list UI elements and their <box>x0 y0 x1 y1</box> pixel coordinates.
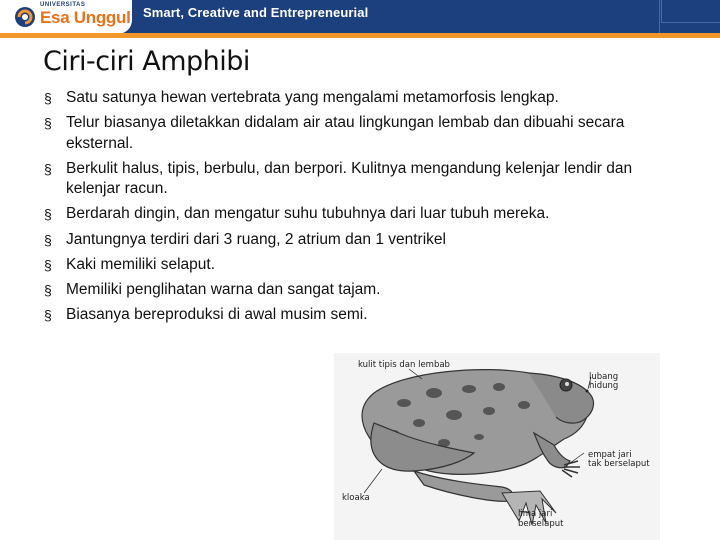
bullet-text: Kaki memiliki selaput. <box>66 255 216 273</box>
label-skin: kulit tipis dan lembab <box>358 360 450 370</box>
bullet-marker: § <box>44 90 52 106</box>
header-accent-stripe <box>0 33 720 38</box>
bullet-marker: § <box>44 115 52 132</box>
bullet-text: Berkulit halus, tipis, berbulu, dan berpori. Kulitnya mengandung kelenjar lendir dan kelenjar racun. <box>66 159 633 198</box>
bullet-item <box>44 113 664 154</box>
bullet-text: Telur biasanya diletakkan didalam air atau lingkungan lembab dan dibuahi secara eksternal. <box>66 114 625 152</box>
bullet-marker: § <box>44 281 52 298</box>
header-tagline: Smart, Creative and Entrepreneurial <box>143 5 369 20</box>
bullet-item <box>44 255 664 276</box>
label-nostril-line2: hidung <box>589 381 619 391</box>
label-front-toes-line2: tak berselaput <box>588 459 650 469</box>
logo-name: Esa Unggul <box>40 8 131 27</box>
logo-emblem-icon <box>14 6 36 28</box>
bullet-text: Jantungnya terdiri dari 3 ruang, 2 atrium dan 1 ventrikel <box>66 230 446 248</box>
header-divider <box>659 0 660 33</box>
university-logo <box>0 0 132 34</box>
header-corner-decoration <box>661 0 720 23</box>
bullet-text: Memiliki penglihatan warna dan sangat tajam. <box>66 280 381 298</box>
bullet-marker: § <box>44 306 52 323</box>
label-cloaca: kloaka <box>342 493 370 503</box>
bullet-item <box>44 305 664 326</box>
bullet-marker: § <box>44 206 52 223</box>
bullet-list <box>44 88 664 330</box>
bullet-item <box>44 88 664 109</box>
label-back-toes-line1: lima jari <box>518 509 553 519</box>
bullet-marker: § <box>44 256 52 273</box>
logo-university-text: UNIVERSITAS <box>40 2 86 8</box>
bullet-text: Biasanya bereproduksi di awal musim semi. <box>66 305 368 323</box>
bullet-item <box>44 280 664 301</box>
slide-title: Ciri-ciri Amphibi <box>43 46 250 77</box>
label-back-toes-line2: berselaput <box>518 519 564 529</box>
label-front-toes-line1: empat jari <box>588 450 632 460</box>
bullet-marker: § <box>44 160 52 177</box>
bullet-item <box>44 230 664 251</box>
bullet-item <box>44 159 664 200</box>
bullet-marker: § <box>44 231 52 248</box>
bullet-text: Berdarah dingin, dan mengatur suhu tubuhnya dari luar tubuh mereka. <box>66 205 550 223</box>
bullet-item <box>44 204 664 225</box>
bullet-text: Satu satunya hewan vertebrata yang mengalami metamorfosis lengkap. <box>66 89 559 106</box>
frog-diagram <box>334 353 660 540</box>
label-nostril-line1: lubang <box>589 372 619 382</box>
